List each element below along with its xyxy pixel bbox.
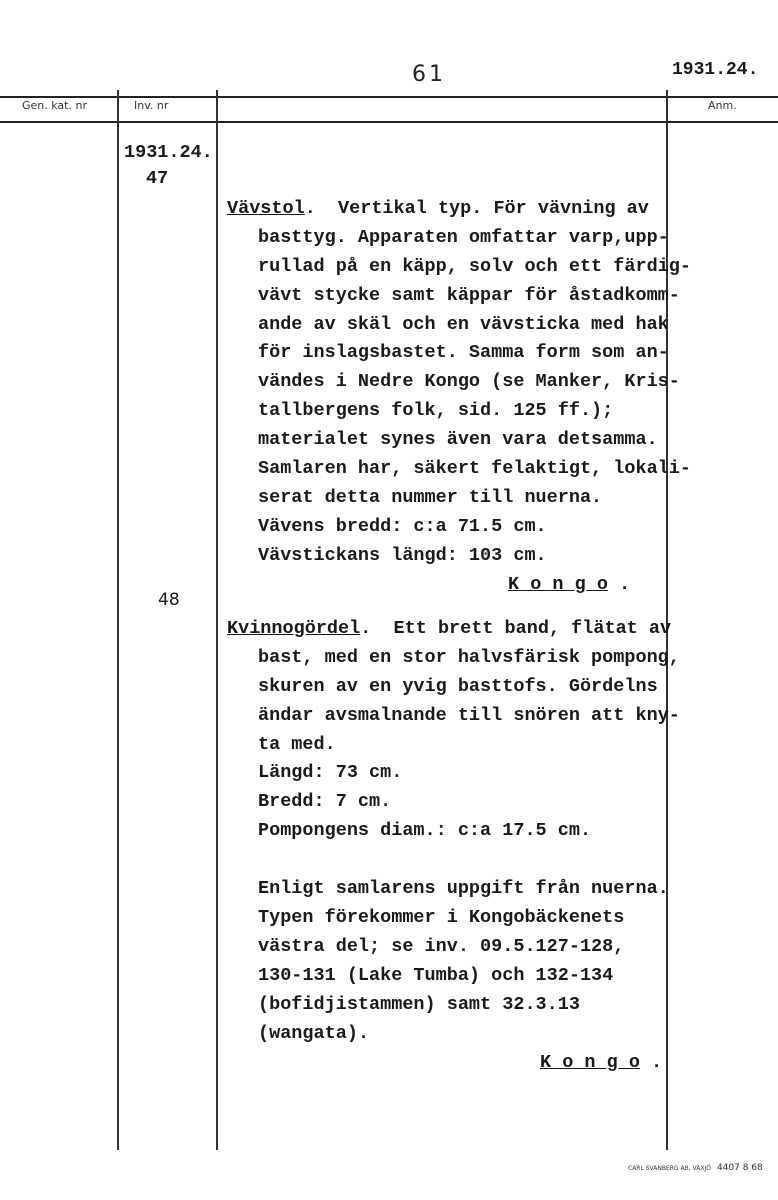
header-gen-kat-nr: Gen. kat. nr (22, 99, 87, 112)
entry-first-line (227, 615, 680, 644)
entry-first-line-rest: . Vertikal typ. För vävning av (304, 197, 649, 219)
entry-first-line (227, 195, 691, 224)
region-name: K o n g o (540, 1051, 640, 1073)
entry-line: (bofidjistammen) samt 32.3.13 (258, 993, 580, 1015)
entry-line: 130-131 (Lake Tumba) och 132-134 (258, 964, 614, 986)
header-inv-nr: Inv. nr (134, 99, 169, 112)
entry-region (227, 1049, 680, 1078)
entry-47-inv-nr: 47 (146, 168, 169, 189)
region-suffix: . (639, 1051, 663, 1073)
entry-48-inv-nr: 48 (158, 590, 180, 610)
form-code: 4407 8 68 (716, 1163, 763, 1173)
entry-line: tallbergens folk, sid. 125 ff.); (258, 400, 614, 422)
entry-line: rullad på en käpp, solv och ett färdig- (258, 255, 691, 277)
entry-title: Vävstol (227, 197, 305, 219)
entry-line: skuren av en yvig basttofs. Gördelns (258, 675, 658, 697)
entry-line (227, 846, 680, 875)
page-number: 61 (412, 62, 446, 87)
entry-line: basttyg. Apparaten omfattar varp,upp- (258, 226, 669, 248)
entry-line: Enligt samlarens uppgift från nuerna. (258, 878, 669, 900)
entry-line: ändar avsmalnande till snören att kny- (258, 704, 680, 726)
column-divider-inv (216, 90, 218, 1150)
entry-line: Bredd: 7 cm. (258, 791, 392, 813)
printer-footer (628, 1163, 763, 1173)
entry-line: materialet synes även vara detsamma. (258, 429, 658, 451)
header-anm: Anm. (708, 99, 737, 112)
entry-line: ande av skäl och en vävsticka med hak (258, 313, 669, 335)
entry-line: Längd: 73 cm. (258, 762, 403, 784)
entry-line: serat detta nummer till nuerna. (258, 486, 603, 508)
collection-number: 1931.24. (124, 142, 213, 163)
entry-line: Pompongens diam.: c:a 17.5 cm. (258, 820, 592, 842)
entry-first-line-rest: . Ett brett band, flätat av (360, 617, 672, 639)
entry-47-text (227, 166, 691, 629)
entry-line: Vävstickans längd: 103 cm. (258, 544, 547, 566)
entry-line: vävt stycke samt käppar för åstadkomm- (258, 284, 680, 306)
entry-line: Typen förekommer i Kongobäckenets (258, 906, 625, 928)
entry-line: Samlaren har, säkert felaktigt, lokali- (258, 458, 691, 480)
entry-line: (wangata). (258, 1022, 370, 1044)
printer-name: CARL SVANBERG AB, VÄXJÖ (628, 1165, 711, 1172)
entry-line: bast, med en stor halvsfärisk pompong, (258, 646, 680, 668)
top-reference: 1931.24. (672, 60, 759, 80)
entry-line: ta med. (258, 733, 336, 755)
entry-title: Kvinnogördel (227, 617, 361, 639)
region-suffix: . (607, 573, 631, 595)
region-name: K o n g o (508, 573, 608, 595)
entry-48-text (227, 586, 680, 1106)
column-divider-gen-kat (117, 90, 119, 1150)
entry-line: vändes i Nedre Kongo (se Manker, Kris- (258, 371, 680, 393)
entry-line: för inslagsbastet. Samma form som an- (258, 342, 669, 364)
entry-line: Vävens bredd: c:a 71.5 cm. (258, 515, 547, 537)
entry-line: västra del; se inv. 09.5.127-128, (258, 935, 625, 957)
